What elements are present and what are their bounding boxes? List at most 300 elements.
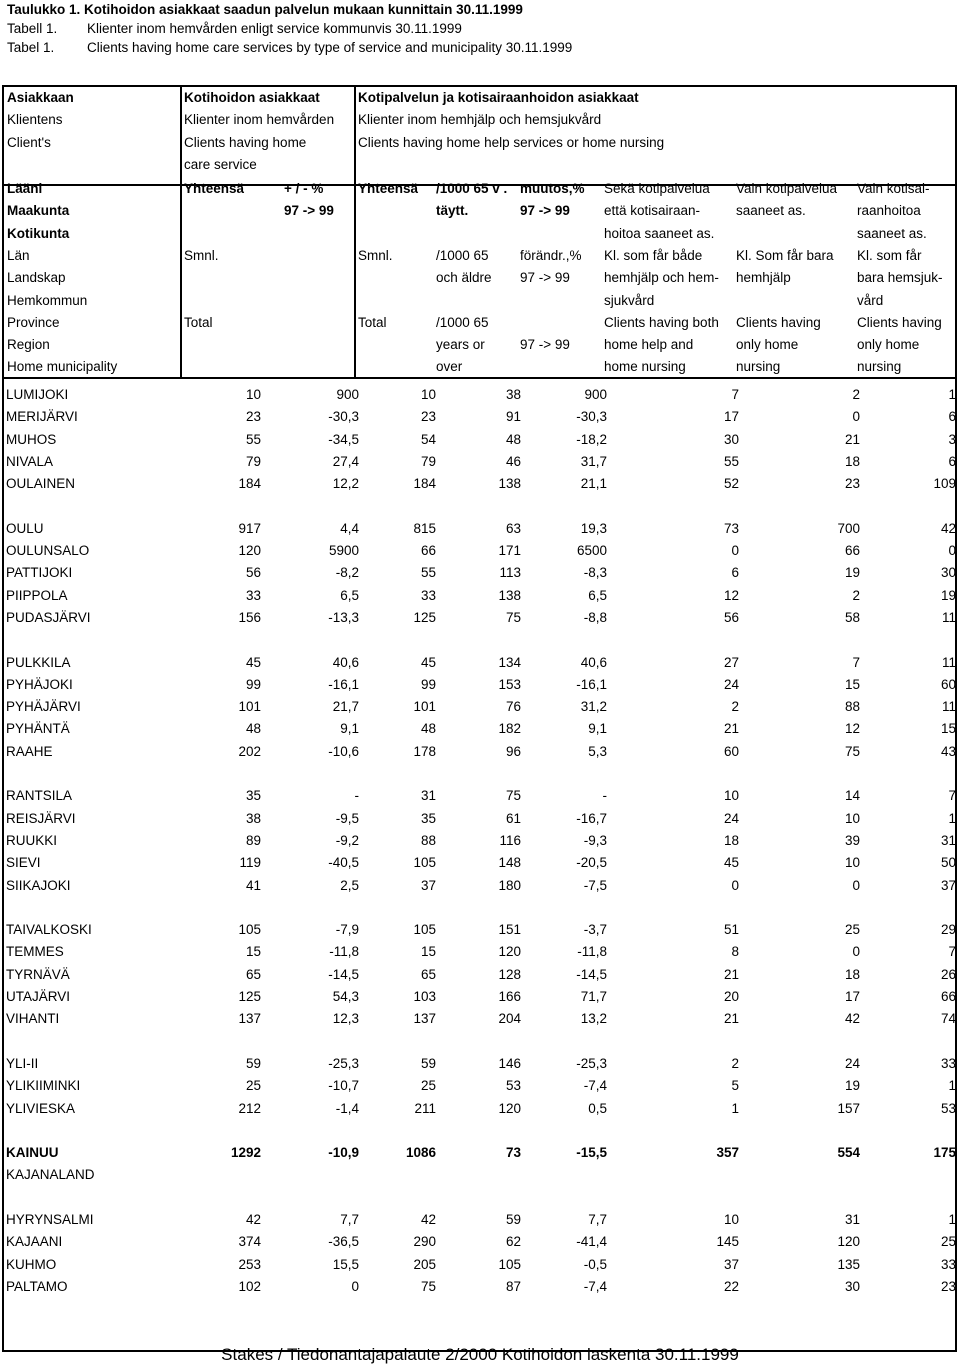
table-cell: 15 [844, 676, 860, 692]
title-english-text: Clients having home care services by type of service and municipality 30.11.1999 [87, 40, 573, 55]
table-cell: 119 [239, 855, 261, 871]
header-help-only-label: hemhjälp [736, 270, 791, 286]
header-per1000-label: /1000 65 v . [436, 181, 508, 196]
table-cell: -25,3 [328, 1055, 359, 1071]
table-cell: 18 [844, 966, 860, 982]
table-cell: 29 [940, 922, 956, 938]
table-cell: 55 [420, 565, 436, 581]
table-cell: 48 [505, 431, 521, 447]
table-cell: 166 [498, 989, 521, 1005]
table-cell: 374 [238, 1234, 261, 1250]
table-row [6, 1231, 956, 1253]
header-both-label: Clients having both [604, 314, 719, 330]
table-cell: 7 [852, 654, 860, 670]
table-row [6, 1008, 956, 1030]
table-cell: 178 [413, 743, 436, 759]
table-cell: 91 [505, 409, 521, 425]
table-cell: 79 [420, 453, 436, 469]
table-cell: -8,8 [583, 609, 607, 625]
table-cell: 87 [505, 1278, 521, 1294]
table-cell: -10,7 [328, 1078, 359, 1094]
table-cell: 253 [238, 1256, 261, 1272]
table-cell: 63 [505, 520, 521, 536]
table-cell: -11,8 [577, 944, 607, 960]
data-table [6, 384, 956, 1298]
table-cell: 73 [505, 1145, 521, 1161]
table-cell: 171 [498, 543, 521, 559]
header-total-label: Smnl. [358, 247, 393, 263]
table-row [6, 607, 956, 629]
table-cell: 4,4 [340, 520, 359, 536]
table-cell: 6,5 [340, 587, 359, 603]
header-region-label: Lääni [7, 181, 43, 196]
table-cell: 41 [245, 877, 261, 893]
table-cell: 66 [844, 543, 860, 559]
table-cell: 35 [420, 810, 436, 826]
header-nursing-only-label: Clients having [857, 314, 942, 330]
table-cell: 46 [505, 453, 521, 469]
table-row [6, 1209, 956, 1231]
header-region-label: Home municipality [7, 359, 118, 375]
table-cell: 125 [413, 609, 436, 625]
header-total-label: Total [184, 314, 213, 330]
table-row [6, 1098, 956, 1120]
table-cell [436, 1164, 521, 1186]
table-row [6, 964, 956, 986]
table-cell: 5 [731, 1078, 739, 1094]
table-cell: 15 [420, 944, 436, 960]
table-cell: 10 [844, 810, 860, 826]
table-row [6, 1254, 956, 1276]
table-cell: 1292 [230, 1145, 261, 1161]
table-cell: 0,5 [588, 1100, 607, 1116]
table-row [6, 473, 956, 495]
municipality-name: SIEVI [6, 855, 41, 871]
table-cell: 2 [852, 587, 860, 603]
table-cell: 357 [716, 1145, 739, 1161]
table-row [6, 808, 956, 830]
municipality-name: UTAJÄRVI [6, 989, 71, 1005]
table-cell: 61 [505, 810, 521, 826]
municipality-name: KAINUU [6, 1145, 59, 1161]
table-cell: 88 [420, 832, 436, 848]
header-help-only-label: Vain kotipalvelua [736, 181, 838, 196]
table-cell: 19 [844, 1078, 860, 1094]
table-cell: -3,7 [583, 922, 607, 938]
spacer-cell [6, 1120, 956, 1142]
header-client-label: Klientens [7, 112, 63, 128]
table-cell: 1 [948, 810, 956, 826]
table-cell: 815 [413, 520, 436, 536]
table-cell: - [602, 788, 607, 804]
header-home-care-label: care service [184, 156, 257, 172]
municipality-name: OULU [6, 520, 44, 536]
table-cell: 21,7 [332, 699, 359, 715]
header-both-label: Sekä kotipalvelua [604, 181, 710, 196]
header-change-label: 97 -> 99 [284, 203, 334, 219]
table-cell: 54,3 [332, 989, 359, 1005]
table-cell: - [354, 788, 359, 804]
table-cell: 10 [844, 855, 860, 871]
table-cell: 113 [499, 565, 521, 581]
table-cell: 45 [245, 654, 261, 670]
table-cell: -30,3 [328, 409, 359, 425]
table-cell: 6 [948, 453, 956, 469]
table-cell: 37 [940, 877, 956, 893]
table-cell: 35 [245, 788, 261, 804]
table-cell: 75 [420, 1278, 436, 1294]
table-cell: 205 [413, 1256, 436, 1272]
table-row [6, 875, 956, 897]
table-cell: 120 [238, 543, 261, 559]
table-cell: 101 [413, 699, 436, 715]
table-cell: -18,2 [576, 431, 607, 447]
header-help-only-label: Kl. Som får bara [736, 247, 834, 263]
table-cell: 25 [844, 922, 860, 938]
table-cell: 25 [940, 1234, 956, 1250]
table-cell: 42 [940, 520, 956, 536]
table-cell: 12 [844, 721, 860, 737]
table-cell: 42 [844, 1011, 860, 1027]
table-cell: 20 [723, 989, 739, 1005]
header-per1000-label: over [436, 359, 463, 375]
table-cell: 137 [238, 1011, 261, 1027]
table-row [6, 540, 956, 562]
header-region-label: Region [7, 337, 50, 353]
table-cell: 38 [505, 387, 521, 402]
table-cell: 175 [933, 1145, 956, 1161]
table-cell: 88 [844, 699, 860, 715]
table-cell: 60 [723, 743, 739, 759]
municipality-name: HYRYNSALMI [6, 1211, 94, 1227]
table-cell: 135 [837, 1256, 860, 1272]
header-change-label: 97 -> 99 [520, 337, 570, 353]
municipality-name: REISJÄRVI [6, 810, 76, 826]
table-cell: 23 [420, 409, 436, 425]
table-row [6, 741, 956, 763]
table-cell: -7,5 [583, 877, 607, 893]
table-cell: 148 [498, 855, 521, 871]
table-cell: -30,3 [576, 409, 607, 425]
table-cell: 23 [844, 476, 860, 492]
table-cell: 25 [420, 1078, 436, 1094]
table-cell: 42 [420, 1211, 436, 1227]
table-cell: 145 [716, 1234, 739, 1250]
spacer-row [6, 1120, 956, 1142]
table-cell: 33 [245, 587, 261, 603]
municipality-name: MUHOS [6, 431, 57, 447]
table-cell: 554 [837, 1145, 860, 1161]
header-total-label: Yhteensä [184, 181, 245, 196]
table-cell: 101 [238, 699, 261, 715]
table-row [6, 384, 956, 406]
table-cell: 58 [844, 609, 860, 625]
table-cell: 24 [844, 1055, 860, 1071]
table-cell: -8,3 [583, 565, 607, 581]
municipality-name: KUHMO [6, 1256, 57, 1272]
table-cell: -16,1 [328, 676, 359, 692]
table-cell: 180 [498, 877, 521, 893]
table-row [6, 696, 956, 718]
municipality-name: OULUNSALO [6, 543, 90, 559]
table-cell: 55 [723, 453, 739, 469]
table-row [6, 830, 956, 852]
table-cell: 138 [498, 587, 521, 603]
divider-vertical [354, 87, 356, 377]
table-cell: 10 [420, 387, 436, 402]
table-cell: -14,5 [328, 966, 359, 982]
table-row [6, 674, 956, 696]
header-nursing-only-label: bara hemsjuk- [857, 270, 943, 286]
table-cell: 37 [723, 1256, 739, 1272]
table-cell: 71,7 [580, 989, 607, 1005]
municipality-name: RANTSILA [6, 788, 73, 804]
table-cell: 2 [852, 387, 860, 402]
table-row [6, 585, 956, 607]
divider-vertical [180, 87, 182, 377]
table-cell: -9,2 [335, 832, 359, 848]
municipality-name: PYHÄNTÄ [6, 721, 70, 737]
municipality-name: PIIPPOLA [6, 587, 68, 603]
table-cell: 30 [844, 1278, 860, 1294]
municipality-name: RAAHE [6, 743, 53, 759]
header-services-label: Klienter inom hemhjälp och hemsjukvård [358, 112, 602, 128]
divider-horizontal [4, 377, 955, 379]
table-cell: 5,3 [588, 743, 607, 759]
table-cell: 38 [245, 810, 261, 826]
table-cell: 31 [420, 788, 436, 804]
table-cell: 74 [940, 1011, 956, 1027]
table-cell: 12,3 [332, 1011, 359, 1027]
table-cell: 182 [498, 721, 521, 737]
table-cell: 79 [245, 453, 261, 469]
footer-source: Stakes / Tiedonantajapalaute 2/2000 Kotihoidon laskenta 30.11.1999 [221, 1345, 739, 1364]
table-cell: -14,5 [576, 966, 607, 982]
table-cell [521, 1164, 607, 1186]
table-row [6, 1075, 956, 1097]
header-nursing-only-label: vård [857, 292, 884, 308]
table-cell: 99 [245, 676, 261, 692]
table-row [6, 451, 956, 473]
table-cell: 25 [245, 1078, 261, 1094]
table-cell: 11 [941, 609, 956, 625]
table-cell: 8 [731, 944, 739, 960]
table-cell: 53 [940, 1100, 956, 1116]
header-nursing-only-label: saaneet as. [857, 225, 927, 241]
table-cell: 45 [420, 654, 436, 670]
table-cell: 21 [723, 966, 739, 982]
header-region-label: Landskap [7, 270, 66, 286]
header-nursing-only-label: nursing [857, 359, 902, 375]
table-cell: 54 [420, 431, 436, 447]
table-cell: 45 [723, 855, 739, 871]
table-cell: 21 [723, 1011, 739, 1027]
table-cell: 120 [837, 1234, 860, 1250]
header-total-label: Total [358, 314, 387, 330]
table-cell: 1086 [405, 1145, 436, 1161]
table-row [6, 1276, 956, 1298]
table-cell: -10,6 [328, 743, 359, 759]
municipality-name: YLIVIESKA [6, 1100, 76, 1116]
table-cell [261, 1164, 359, 1186]
spacer-row [6, 629, 956, 651]
header-change-label: 97 -> 99 [520, 203, 570, 219]
spacer-cell [6, 763, 956, 785]
table-cell [359, 1164, 436, 1186]
table-cell: 10 [245, 387, 261, 402]
table-cell: 23 [245, 409, 261, 425]
table-cell: -16,7 [576, 810, 607, 826]
header-home-care-label: Clients having home [184, 134, 307, 150]
table-cell: 21 [723, 721, 739, 737]
table-cell: -20,5 [576, 855, 607, 871]
header-help-only-label: only home [736, 337, 799, 353]
table-cell: 1 [948, 1211, 956, 1227]
table-cell: 109 [933, 476, 956, 492]
table-row [6, 986, 956, 1008]
header-change-label: muutos,% [520, 181, 585, 196]
title-english [7, 38, 572, 57]
table-row [6, 941, 956, 963]
header-both-label: Kl. som får både [604, 247, 703, 263]
table-cell: 2 [731, 1055, 739, 1071]
table-cell: -9,5 [335, 810, 359, 826]
header-both-label: hemhjälp och hem- [604, 270, 719, 286]
table-cell: -9,3 [583, 832, 607, 848]
table-cell: 17 [723, 409, 739, 425]
table-cell: 22 [723, 1278, 739, 1294]
header-per1000-label: years or [436, 337, 485, 353]
header-total-label: Smnl. [184, 247, 219, 263]
table-row [6, 718, 956, 740]
header-services-label: Clients having home help services or home nursing [358, 134, 665, 150]
header-home-care-label: Kotihoidon asiakkaat [184, 90, 320, 105]
table-cell: 1 [948, 387, 956, 402]
table-cell: 7,7 [340, 1211, 359, 1227]
table-cell: 60 [940, 676, 956, 692]
table-cell: -8,2 [335, 565, 359, 581]
table-cell: 51 [723, 922, 739, 938]
table-cell: 21 [844, 431, 860, 447]
table-cell: 0 [852, 944, 860, 960]
spacer-row [6, 763, 956, 785]
header-change-label: 97 -> 99 [520, 270, 570, 286]
table-cell: 204 [498, 1011, 521, 1027]
spacer-cell [6, 495, 956, 517]
table-cell: -0,5 [583, 1256, 607, 1272]
table-cell: -7,4 [583, 1078, 607, 1094]
table-row [6, 1164, 956, 1186]
table-cell: 6500 [576, 543, 607, 559]
table-row [6, 1053, 956, 1075]
header-client-label: Client's [7, 134, 51, 150]
header-nursing-only-label: raanhoitoa [857, 203, 921, 219]
table-cell: 146 [498, 1055, 521, 1071]
table-cell [182, 1164, 261, 1186]
table-cell: 700 [837, 520, 860, 536]
table-cell: 10 [723, 788, 739, 804]
table-cell: 7,7 [588, 1211, 607, 1227]
table-cell: 128 [498, 966, 521, 982]
table-cell: 59 [420, 1055, 436, 1071]
table-cell: 30 [940, 565, 956, 581]
title-swedish-text: Klienter inom hemvården enligt service kommunvis 30.11.1999 [87, 21, 462, 36]
table-cell: 1 [731, 1100, 739, 1116]
table-cell: 102 [238, 1278, 261, 1294]
table-cell: 11 [941, 654, 956, 670]
table-cell: 0 [731, 877, 739, 893]
table-cell [739, 1164, 860, 1186]
table-cell: 0 [351, 1278, 359, 1294]
table-cell: 138 [498, 476, 521, 492]
table-cell: 59 [505, 1211, 521, 1227]
title-swedish [7, 19, 572, 38]
table-cell: 99 [420, 676, 436, 692]
header-both-label: että kotisairaan- [604, 203, 701, 219]
table-cell: 7 [948, 944, 956, 960]
table-cell: 37 [420, 877, 436, 893]
table-cell: 15 [245, 944, 261, 960]
table-cell: 105 [413, 855, 436, 871]
municipality-name: YLI-II [6, 1055, 39, 1071]
table-cell: 55 [245, 431, 261, 447]
municipality-name: PATTIJOKI [6, 565, 73, 581]
table-cell: 33 [940, 1256, 956, 1272]
table-cell: 120 [498, 1100, 521, 1116]
table-cell: 24 [723, 676, 739, 692]
table-cell: 62 [505, 1234, 521, 1250]
spacer-cell [6, 1187, 956, 1209]
header-change-label: förändr.,% [520, 247, 582, 263]
table-cell: 184 [238, 476, 261, 492]
municipality-name: TEMMES [6, 944, 64, 960]
table-row [6, 919, 956, 941]
municipality-name: LUMIJOKI [6, 387, 69, 402]
table-cell [860, 1164, 956, 1186]
table-cell: 33 [420, 587, 436, 603]
table-cell: 0 [948, 543, 956, 559]
table-cell: 137 [413, 1011, 436, 1027]
table-row [6, 652, 956, 674]
title-english-label: Tabel 1. [7, 40, 55, 55]
table-cell: 75 [505, 788, 521, 804]
municipality-name: PYHÄJÄRVI [6, 699, 81, 715]
header-region-label: Kotikunta [7, 225, 70, 241]
table-cell: 134 [498, 654, 521, 670]
table-cell: 11 [941, 699, 956, 715]
table-cell: 30 [723, 431, 739, 447]
table-row [6, 518, 956, 540]
table-cell: 26 [940, 966, 956, 982]
municipality-name: YLIKIIMINKI [6, 1078, 81, 1094]
table-cell: 212 [238, 1100, 261, 1116]
municipality-name: PUDASJÄRVI [6, 609, 91, 625]
table-cell: 105 [498, 1256, 521, 1272]
table-cell: 12 [723, 587, 739, 603]
table-cell: 50 [940, 855, 956, 871]
table-cell: 2,5 [340, 877, 359, 893]
table-cell: -15,5 [576, 1145, 607, 1161]
table-cell: 27,4 [332, 453, 359, 469]
table-cell: 31 [844, 1211, 860, 1227]
header-per1000-label: täytt. [436, 203, 469, 219]
table-cell: 125 [238, 989, 261, 1005]
table-cell: 103 [413, 989, 436, 1005]
table-cell: 151 [498, 922, 521, 938]
header-client-label: Asiakkaan [7, 90, 74, 105]
municipality-name: PULKKILA [6, 654, 71, 670]
table-cell: 65 [420, 966, 436, 982]
